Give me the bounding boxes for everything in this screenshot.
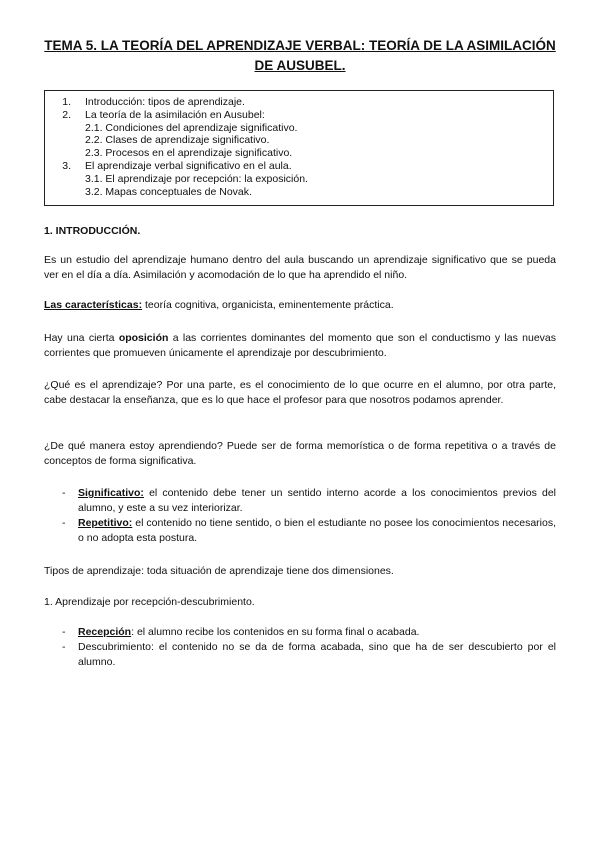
list-item: - Significativo: el contenido debe tener un sentido interno acorde a los conocimientos previos del alumno, y este a su vez interiorizar. xyxy=(62,487,556,514)
toc-subitem: 3.1. El aprendizaje por recepción: la exposición. xyxy=(85,172,308,185)
characteristics-label: Las características: xyxy=(44,299,143,311)
repetitivo-label: Repetitivo: xyxy=(78,517,133,529)
list-item: - Recepción: el alumno recibe los contenidos en su forma final o acabada. xyxy=(62,626,420,638)
list-item: - Descubrimiento: el contenido no se da de forma acabada, sino que ha de ser descubierto por el alumno. xyxy=(62,641,556,668)
list-item: - Repetitivo: el contenido no tiene sentido, o bien el estudiante no posee los conocimientos necesarios, o no adopta esta postura. xyxy=(62,517,556,544)
paragraph-opposition: Hay una cierta oposición a las corrientes dominantes del momento que son el conductismo y las nuevas corrientes que promueven únicamente el aprendizaje por descubrimiento. xyxy=(44,332,556,359)
paragraph-reception-discovery: 1. Aprendizaje por recepción-descubrimiento. xyxy=(44,596,255,608)
toc-subitem: 2.3. Procesos en el aprendizaje significativo. xyxy=(85,147,293,160)
recepcion-label: Recepción xyxy=(78,626,132,638)
reception-discovery-list xyxy=(44,625,556,670)
toc-item: 3. El aprendizaje verbal significativo en el aula. xyxy=(62,159,292,172)
paragraph-learning-types: Tipos de aprendizaje: toda situación de aprendizaje tiene dos dimensiones. xyxy=(44,565,394,577)
paragraph-characteristics: Las características: teoría cognitiva, organicista, eminentemente práctica. xyxy=(44,299,394,311)
significativo-label: Significativo: xyxy=(78,487,144,499)
section-heading: 1. INTRODUCCIÓN. xyxy=(44,225,141,237)
paragraph-what-is-learning: ¿Qué es el aprendizaje? Por una parte, es el conocimiento de lo que ocurre en el alumno, por otra parte, cabe destacar la enseñanza, que es lo que hace el profesor para que nosotros podamos aprender. xyxy=(44,379,556,406)
paragraph-how-learning: ¿De qué manera estoy aprendiendo? Puede ser de forma memorística o de forma repetitiva o a través de conceptos de forma significativa. xyxy=(44,440,556,467)
toc-subitem: 2.2. Clases de aprendizaje significativo. xyxy=(85,134,270,147)
toc-subitem: 2.1. Condiciones del aprendizaje significativo. xyxy=(85,121,298,134)
document-title: TEMA 5. LA TEORÍA DEL APRENDIZAJE VERBAL: TEORÍA DE LA ASIMILACIÓN DE AUSUBEL. xyxy=(44,38,556,73)
toc-subitem: 3.2. Mapas conceptuales de Novak. xyxy=(85,185,252,198)
learning-types-list xyxy=(44,486,556,546)
opposition-term: oposición xyxy=(118,332,169,344)
toc-item: 2. La teoría de la asimilación en Ausubel: xyxy=(62,108,265,121)
table-of-contents xyxy=(44,90,554,206)
paragraph-intro: Es un estudio del aprendizaje humano dentro del aula buscando un aprendizaje significativo que se pueda ver en el día a día. Asimilación y acomodación de lo que ha aprendido el niño. xyxy=(44,254,556,281)
toc-item: 1. Introducción: tipos de aprendizaje. xyxy=(62,96,245,108)
